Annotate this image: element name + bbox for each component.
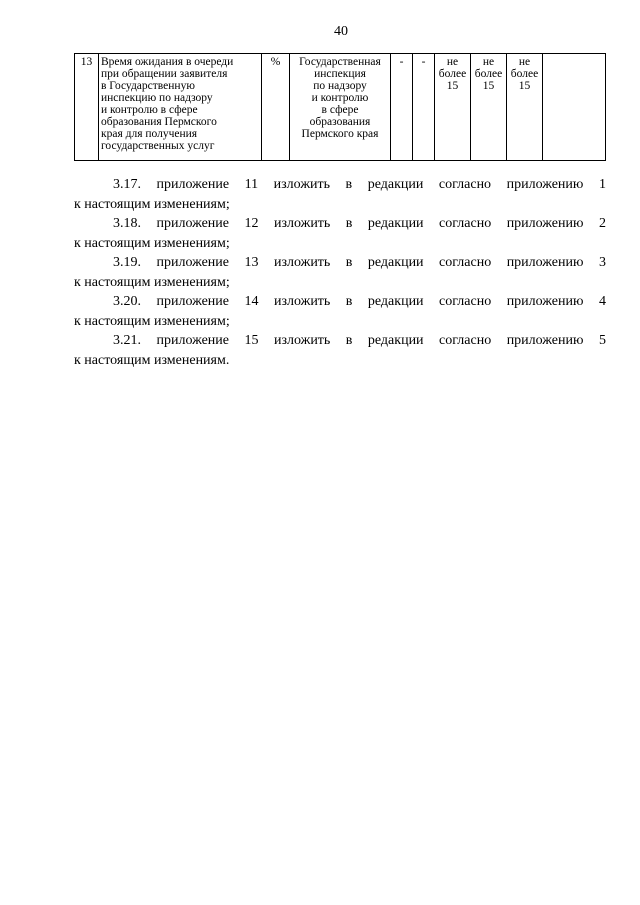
indicator-name-line: инспекцию по надзору (101, 92, 213, 104)
paragraph-word: 3.19. (113, 255, 141, 270)
paragraph-word: 3.17. (113, 177, 141, 192)
paragraph-word: изложить (273, 177, 330, 192)
paragraph-word: изложить (273, 255, 331, 270)
paragraph-word: изложить (273, 294, 331, 309)
indicator-table (74, 53, 606, 161)
paragraph (74, 214, 606, 253)
paragraph-word: согласно (439, 255, 492, 270)
paragraph-word: приложение (156, 333, 230, 348)
indicator-name-line: в Государственную (101, 80, 195, 92)
row-number-cell: 13 (75, 54, 99, 161)
paragraph-word: 14 (244, 294, 259, 309)
paragraph-word: приложению (506, 255, 584, 270)
dash-cell: - (391, 54, 413, 161)
indicator-name-line: Время ожидания в очереди (101, 56, 234, 68)
indicator-name-line: образования Пермского (101, 116, 217, 128)
paragraph-first-line (74, 253, 606, 273)
paragraph-word: 15 (244, 333, 259, 348)
paragraph-word: 3.21. (113, 333, 141, 348)
value-line: более (510, 68, 539, 80)
paragraph (74, 175, 606, 214)
value-line: 15 (518, 80, 531, 92)
value-cell (435, 54, 471, 161)
paragraph-word: редакции (367, 255, 424, 270)
organization-line: и контролю (311, 92, 369, 104)
paragraph-word: 2 (598, 216, 606, 231)
indicator-name-line: государственных услуг (101, 140, 215, 152)
paragraph-word: 3.18. (113, 216, 141, 231)
organization-line: Государственная (299, 56, 381, 68)
paragraph-first-line (74, 292, 606, 312)
paragraph-word: в (345, 255, 353, 270)
paragraph-word: 12 (244, 216, 259, 231)
indicator-name-cell (99, 54, 262, 161)
paragraph-word: согласно (439, 333, 492, 348)
paragraph-continuation: к настоящим изменениям. (74, 352, 230, 368)
unit-cell: % (262, 54, 290, 161)
value-line: 15 (446, 80, 459, 92)
table-row (75, 54, 606, 161)
paragraph-word: приложению (506, 216, 584, 231)
paragraph-continuation: к настоящим изменениям; (74, 313, 230, 329)
empty-cell (543, 54, 606, 161)
paragraph-word: 3.20. (113, 294, 141, 309)
value-line: не (482, 56, 495, 68)
paragraph-word: приложению (506, 333, 584, 348)
paragraph-word: редакции (367, 294, 424, 309)
paragraph-word: согласно (438, 177, 492, 192)
paragraph-word: приложению (506, 294, 584, 309)
paragraph-first-line (74, 214, 606, 234)
paragraph-word: 1 (598, 177, 606, 192)
organization-line: Пермского края (301, 128, 379, 140)
paragraph-word: редакции (367, 177, 424, 192)
indicator-name-line: и контролю в сфере (101, 104, 198, 116)
value-line: более (474, 68, 503, 80)
paragraph-word: 13 (244, 255, 259, 270)
paragraph-word: редакции (367, 333, 424, 348)
paragraph-word: согласно (439, 216, 492, 231)
indicator-name-line: края для получения (101, 128, 198, 140)
paragraph-word: изложить (273, 333, 331, 348)
paragraph-word: в (345, 216, 353, 231)
paragraph-word: изложить (273, 216, 331, 231)
amendment-paragraphs (74, 175, 606, 370)
organization-cell (290, 54, 391, 161)
paragraph (74, 292, 606, 331)
paragraph-word: согласно (439, 294, 492, 309)
paragraph (74, 253, 606, 292)
paragraph-first-line (74, 175, 606, 195)
value-cell (471, 54, 507, 161)
paragraph (74, 331, 606, 370)
value-line: 15 (482, 80, 495, 92)
dash-cell: - (413, 54, 435, 161)
paragraph-continuation: к настоящим изменениям; (74, 274, 230, 290)
paragraph-word: приложению (506, 177, 584, 192)
paragraph-first-line (74, 331, 606, 351)
paragraph-word: в (345, 333, 353, 348)
value-line: не (518, 56, 531, 68)
value-line: не (446, 56, 459, 68)
paragraph-word: 4 (598, 294, 606, 309)
paragraph-word: приложение (156, 294, 230, 309)
paragraph-word: приложение (156, 216, 230, 231)
paragraph-word: 11 (244, 177, 259, 192)
paragraph-continuation: к настоящим изменениям; (74, 196, 230, 212)
paragraph-continuation: к настоящим изменениям; (74, 235, 230, 251)
organization-line: по надзору (313, 80, 367, 92)
page-number: 40 (334, 24, 348, 39)
organization-line: в сфере (321, 104, 359, 116)
paragraph-word: приложение (156, 177, 230, 192)
paragraph-word: в (345, 294, 353, 309)
paragraph-word: 3 (598, 255, 606, 270)
organization-line: образования (309, 116, 371, 128)
paragraph-word: приложение (156, 255, 230, 270)
organization-line: инспекция (314, 68, 366, 80)
paragraph-word: в (345, 177, 353, 192)
value-line: более (438, 68, 467, 80)
value-cell (507, 54, 543, 161)
indicator-name-line: при обращении заявителя (101, 68, 228, 80)
paragraph-word: 5 (598, 333, 606, 348)
paragraph-word: редакции (367, 216, 424, 231)
